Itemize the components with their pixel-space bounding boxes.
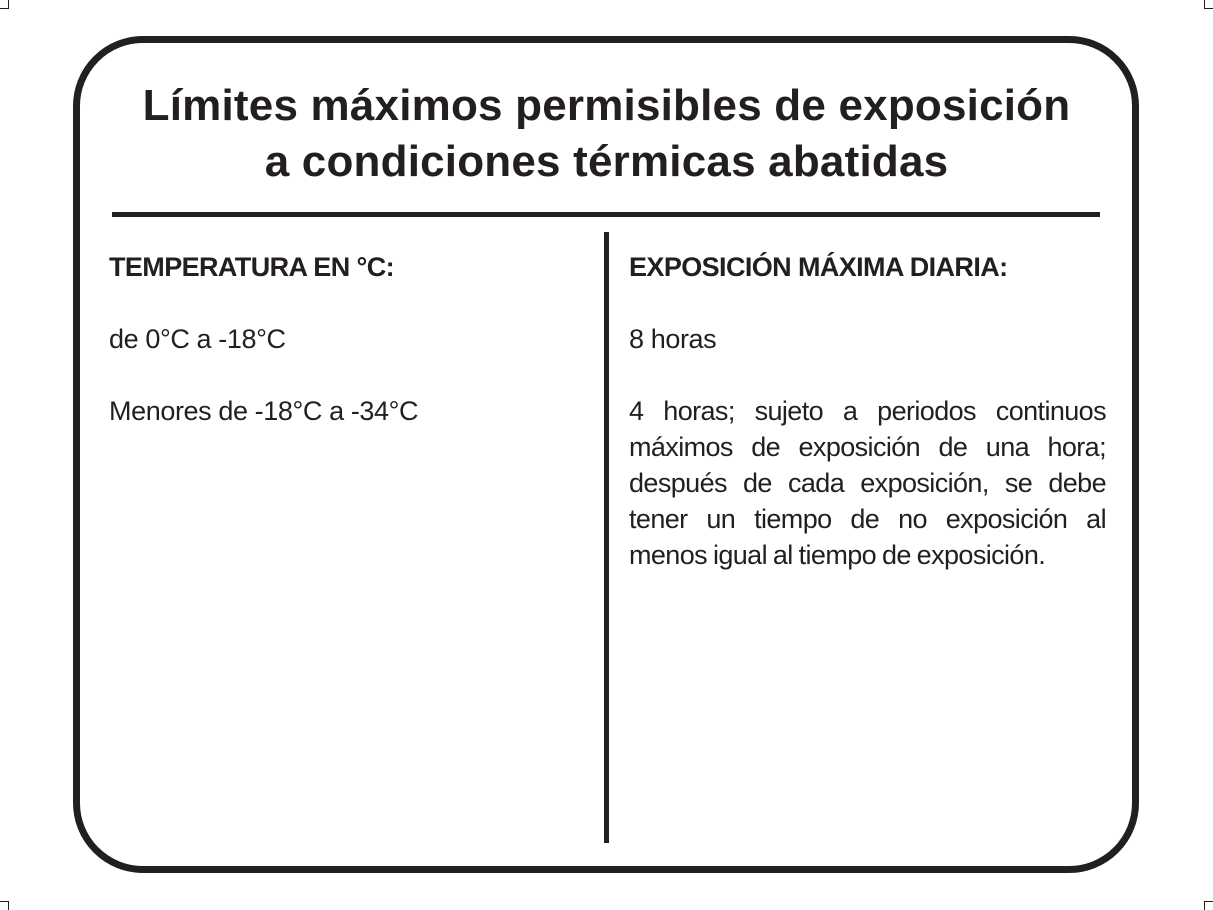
temperature-header: TEMPERATURA EN °C: xyxy=(109,252,394,282)
crop-mark-top-right xyxy=(1204,0,1213,9)
crop-mark-bottom-left xyxy=(0,901,9,910)
sign-title-line-2: a condiciones térmicas abatidas xyxy=(264,137,949,186)
column-divider xyxy=(604,232,609,843)
crop-mark-top-left xyxy=(0,0,9,9)
exposure-limit-2: 4 horas; sujeto a periodos continuos máximos de exposición de una hora; después de cada exposición, se debe tener un tiempo de no exposición al menos igual al tiempo de exposición. xyxy=(629,396,1106,570)
sign-title-line-1: Límites máximos permisibles de exposición xyxy=(142,81,1071,130)
exposure-limit-1: 8 horas xyxy=(629,324,717,354)
temperature-column xyxy=(109,250,569,429)
crop-mark-bottom-right xyxy=(1204,901,1213,910)
temperature-range-2: Menores de -18°C a -34°C xyxy=(109,396,419,426)
title-divider xyxy=(112,212,1100,217)
exposure-header: EXPOSICIÓN MÁXIMA DIARIA: xyxy=(629,252,1008,282)
exposure-column xyxy=(629,250,1106,573)
temperature-range-1: de 0°C a -18°C xyxy=(109,324,286,354)
sign-title xyxy=(100,78,1113,190)
